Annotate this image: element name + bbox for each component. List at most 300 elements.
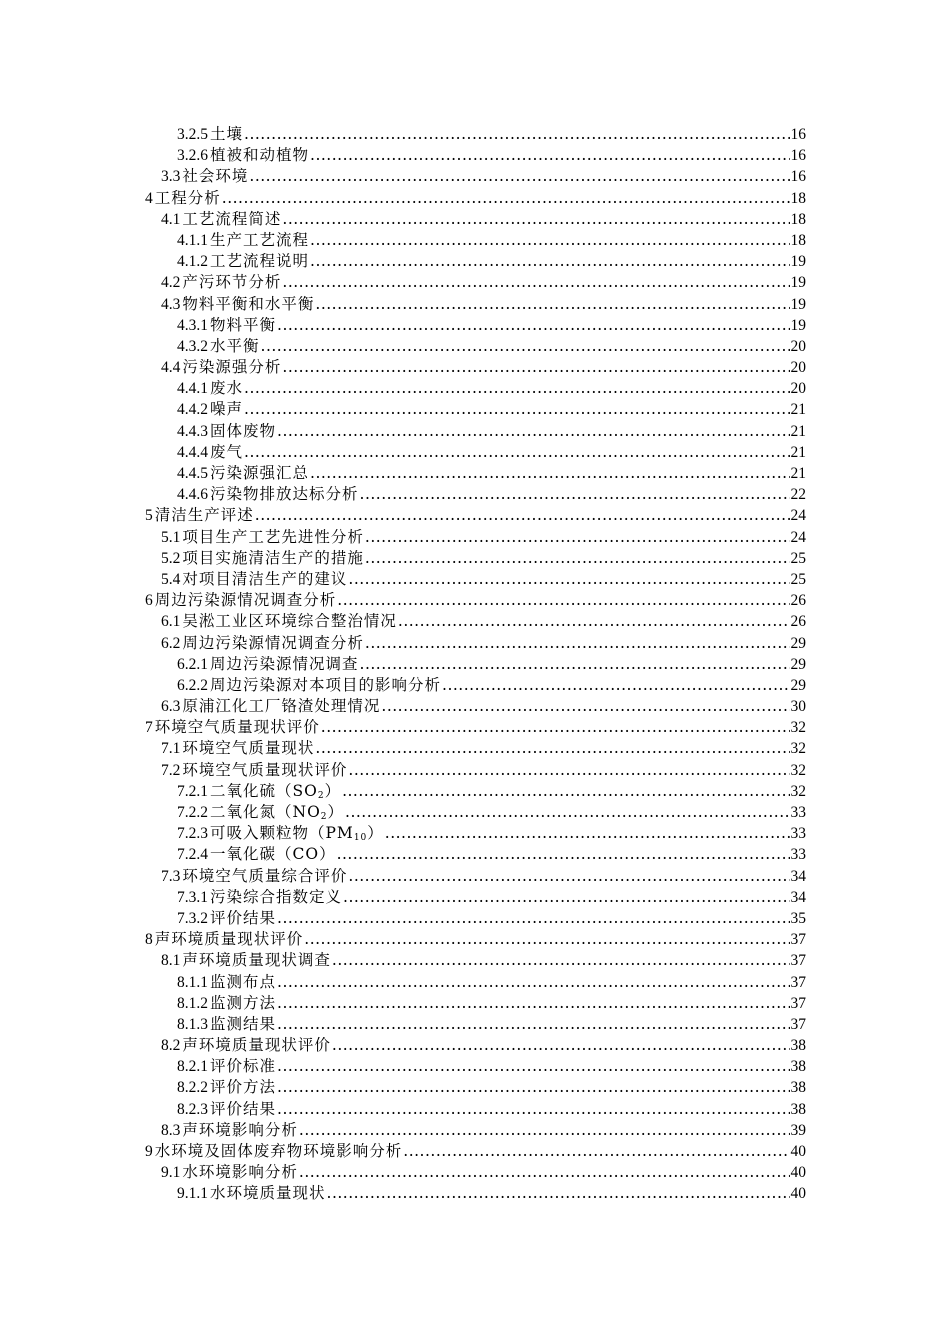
toc-entry-line xyxy=(161,950,806,971)
toc-entry-line xyxy=(161,548,806,569)
toc-entry[interactable] xyxy=(0,844,950,865)
toc-entry-number: 8 xyxy=(145,931,153,949)
toc-leader-dots xyxy=(310,251,789,272)
toc-entry-title-text: 噪声 xyxy=(210,400,244,419)
toc-entry-line xyxy=(177,1056,806,1077)
toc-entry-title-text: 水环境质量现状 xyxy=(210,1184,326,1203)
toc-leader-dots xyxy=(345,802,789,823)
toc-entry-line xyxy=(177,993,806,1014)
toc-entry-page-number: 34 xyxy=(790,888,806,906)
toc-entry-title-text: 项目生产工艺先进性分析 xyxy=(182,527,364,546)
toc-entry[interactable] xyxy=(0,654,950,675)
toc-entry-title xyxy=(155,1141,403,1162)
toc-entry-line xyxy=(145,505,806,526)
toc-entry-title xyxy=(182,633,364,654)
toc-entry-title-text: 吴淞工业区环境综合整治情况 xyxy=(182,612,397,631)
toc-entry-page-number: 37 xyxy=(790,952,806,970)
toc-entry-title-text: 工艺流程说明 xyxy=(210,252,310,271)
toc-entry-page-number: 38 xyxy=(790,1100,806,1118)
toc-entry-title xyxy=(182,294,314,315)
toc-entry-title-text: 水平衡 xyxy=(210,336,260,355)
toc-entry[interactable] xyxy=(0,209,950,230)
toc-leader-dots xyxy=(348,569,789,590)
toc-leader-dots xyxy=(360,484,790,505)
toc-entry[interactable] xyxy=(0,802,950,823)
toc-entry[interactable] xyxy=(0,1014,950,1035)
toc-entry[interactable] xyxy=(0,1056,950,1077)
toc-entry-page-number: 29 xyxy=(790,676,806,694)
toc-entry-page-number: 20 xyxy=(790,337,806,355)
toc-entry-page-number: 37 xyxy=(790,1015,806,1033)
toc-leader-dots xyxy=(282,272,789,293)
toc-entry-page-number: 24 xyxy=(790,507,806,525)
toc-entry-title-text: 废气 xyxy=(210,442,244,461)
toc-entry-title-text: 工艺流程简述 xyxy=(182,209,282,228)
toc-entry-title xyxy=(182,738,314,759)
toc-entry[interactable] xyxy=(0,675,950,696)
toc-entry-title xyxy=(182,760,347,781)
toc-entry[interactable] xyxy=(0,1077,950,1098)
toc-entry-line xyxy=(145,929,806,950)
toc-leader-dots xyxy=(304,929,789,950)
toc-entry-line xyxy=(177,1014,806,1035)
toc-entry-number: 6.3 xyxy=(161,698,181,716)
toc-leader-dots xyxy=(381,696,789,717)
toc-entry-line xyxy=(177,463,806,484)
toc-entry-line xyxy=(177,675,806,696)
toc-entry[interactable] xyxy=(0,950,950,971)
toc-entry[interactable] xyxy=(0,633,950,654)
toc-entry[interactable] xyxy=(0,590,950,611)
toc-entry-title xyxy=(155,188,221,209)
toc-entry-title-text: 一氧化碳（CO） xyxy=(210,845,336,864)
toc-entry[interactable] xyxy=(0,1162,950,1183)
toc-entry-line xyxy=(161,760,806,781)
toc-leader-dots xyxy=(348,760,789,781)
toc-leader-dots xyxy=(365,548,790,569)
toc-leader-dots xyxy=(310,230,789,251)
toc-entry-title-text: 产污环节分析 xyxy=(182,273,282,292)
toc-entry-title xyxy=(210,1099,276,1120)
toc-entry-page-number: 37 xyxy=(790,931,806,949)
toc-entry-number: 7.2.4 xyxy=(177,846,208,864)
toc-entry-page-number: 40 xyxy=(790,1185,806,1203)
toc-entry-page-number: 38 xyxy=(790,1079,806,1097)
toc-entry[interactable] xyxy=(0,1035,950,1056)
toc-entry-title-text: 二氧化硫（SO xyxy=(210,781,318,800)
toc-entry[interactable] xyxy=(0,166,950,187)
toc-entry-page-number: 38 xyxy=(790,1058,806,1076)
toc-entry-title xyxy=(210,378,243,399)
toc-entry-number: 8.1 xyxy=(161,952,181,970)
toc-entry[interactable] xyxy=(0,696,950,717)
toc-entry[interactable] xyxy=(0,1099,950,1120)
toc-entry-title xyxy=(210,781,341,802)
toc-leader-dots xyxy=(315,738,789,759)
toc-entry-number: 8.1.3 xyxy=(177,1015,208,1033)
toc-entry-title-tail: ） xyxy=(327,803,345,821)
toc-entry-page-number: 18 xyxy=(790,231,806,249)
toc-entry[interactable] xyxy=(0,717,950,738)
toc-entry-line xyxy=(177,887,806,908)
toc-entry-page-number: 37 xyxy=(790,973,806,991)
toc-entry-title xyxy=(210,1183,326,1204)
toc-entry-title-text: 工程分析 xyxy=(154,188,221,207)
toc-entry-page-number: 40 xyxy=(790,1164,806,1182)
toc-entry-title-text: 评价方法 xyxy=(210,1078,277,1097)
toc-entry[interactable] xyxy=(0,272,950,293)
toc-entry-title-text: 环境空气质量现状 xyxy=(182,739,315,758)
toc-leader-dots xyxy=(348,866,789,887)
toc-entry-number: 6.2.1 xyxy=(177,655,208,673)
toc-entry-title xyxy=(182,1120,298,1141)
toc-entry-number: 4 xyxy=(145,189,153,207)
toc-entry[interactable] xyxy=(0,357,950,378)
toc-entry-number: 8.3 xyxy=(161,1121,181,1139)
toc-entry-page-number: 33 xyxy=(790,846,806,864)
toc-entry-page-number: 29 xyxy=(790,634,806,652)
toc-entry-title xyxy=(210,675,441,696)
toc-entry-number: 4.1.1 xyxy=(177,231,208,249)
toc-leader-dots xyxy=(277,315,789,336)
toc-entry-title xyxy=(155,929,304,950)
toc-leader-dots xyxy=(277,1056,789,1077)
toc-entry-title-text: 污染综合指数定义 xyxy=(210,887,343,906)
toc-entry[interactable] xyxy=(0,823,950,844)
toc-entry-line xyxy=(177,145,806,166)
toc-entry-title xyxy=(182,611,397,632)
toc-entry-title-text: 评价结果 xyxy=(210,908,277,927)
table-of-contents xyxy=(0,124,950,1205)
toc-leader-dots xyxy=(244,378,789,399)
toc-entry[interactable] xyxy=(0,781,950,802)
toc-entry-number: 7.2.3 xyxy=(177,825,208,843)
toc-entry[interactable] xyxy=(0,569,950,590)
toc-entry-title-text: 植被和动植物 xyxy=(210,146,310,165)
toc-entry-page-number: 21 xyxy=(790,443,806,461)
toc-entry-line xyxy=(177,972,806,993)
toc-entry-title xyxy=(210,315,276,336)
toc-entry-title-tail: ） xyxy=(367,824,384,843)
toc-entry[interactable] xyxy=(0,611,950,632)
toc-entry-title xyxy=(210,1056,276,1077)
toc-leader-dots xyxy=(327,1183,790,1204)
toc-entry[interactable] xyxy=(0,972,950,993)
toc-leader-dots xyxy=(244,442,789,463)
toc-leader-dots xyxy=(310,463,789,484)
toc-entry-title-text: 清洁生产评述 xyxy=(154,506,254,525)
toc-entry-title-text: 对项目清洁生产的建议 xyxy=(182,569,348,588)
toc-entry-page-number: 25 xyxy=(790,549,806,567)
toc-entry-title-text: 废水 xyxy=(210,379,244,398)
toc-entry-line xyxy=(177,336,806,357)
toc-leader-dots xyxy=(337,590,789,611)
toc-entry-line xyxy=(161,738,806,759)
toc-entry-title xyxy=(210,887,342,908)
toc-entry-number: 4.4.4 xyxy=(177,443,208,461)
toc-entry-title xyxy=(210,908,276,929)
toc-entry-title xyxy=(155,505,254,526)
toc-leader-dots xyxy=(365,633,790,654)
toc-entry-line xyxy=(177,1183,806,1204)
toc-entry-line xyxy=(177,908,806,929)
toc-entry[interactable] xyxy=(0,463,950,484)
toc-entry[interactable] xyxy=(0,124,950,145)
toc-leader-dots xyxy=(282,209,789,230)
toc-entry[interactable] xyxy=(0,421,950,442)
toc-entry-title-text: 物料平衡 xyxy=(210,315,277,334)
toc-entry-page-number: 33 xyxy=(790,804,806,821)
toc-leader-dots xyxy=(365,527,790,548)
toc-entry-number: 6.2.2 xyxy=(177,676,208,694)
toc-leader-dots xyxy=(385,823,790,844)
toc-leader-dots xyxy=(222,188,790,209)
toc-entry[interactable] xyxy=(0,399,950,420)
toc-entry-number: 7.3.1 xyxy=(177,888,208,906)
toc-entry-title xyxy=(182,950,331,971)
toc-entry-line xyxy=(161,1162,806,1183)
toc-entry-page-number: 33 xyxy=(790,825,806,843)
toc-entry[interactable] xyxy=(0,230,950,251)
toc-entry-title xyxy=(210,336,260,357)
toc-entry-page-number: 18 xyxy=(790,189,806,207)
toc-leader-dots xyxy=(337,844,790,865)
toc-entry-line xyxy=(177,1099,806,1120)
toc-entry-page-number: 20 xyxy=(790,380,806,398)
toc-entry[interactable] xyxy=(0,484,950,505)
toc-entry-line xyxy=(177,399,806,420)
toc-entry-title-text: 污染物排放达标分析 xyxy=(210,485,359,504)
toc-entry-title xyxy=(182,166,248,187)
toc-entry-number: 9.1 xyxy=(161,1164,181,1182)
toc-entry-number: 8.2.2 xyxy=(177,1079,208,1097)
toc-entry-title-text: 土壤 xyxy=(210,125,244,143)
toc-entry-number: 8.2 xyxy=(161,1037,181,1055)
toc-entry-line xyxy=(177,421,806,442)
toc-entry-title-text: 水环境及固体废弃物环境影响分析 xyxy=(154,1142,403,1160)
toc-entry-page-number: 40 xyxy=(790,1143,806,1160)
toc-entry-number: 4.3.1 xyxy=(177,316,208,334)
toc-entry-number: 8.1.1 xyxy=(177,973,208,991)
toc-entry-line xyxy=(161,696,806,717)
toc-leader-dots xyxy=(277,972,789,993)
toc-entry-title-text: 二氧化氮（NO xyxy=(210,803,321,821)
toc-entry-number: 5.1 xyxy=(161,528,181,546)
toc-entry-number: 3.2.5 xyxy=(177,126,208,143)
toc-leader-dots xyxy=(277,1014,789,1035)
toc-entry[interactable] xyxy=(0,738,950,759)
toc-entry-title-text: 周边污染源情况调查分析 xyxy=(154,591,337,610)
toc-entry-title-text: 项目实施清洁生产的措施 xyxy=(182,548,364,567)
toc-entry[interactable] xyxy=(0,929,950,950)
toc-entry-page-number: 35 xyxy=(790,909,806,927)
toc-entry-page-number: 32 xyxy=(790,719,806,737)
toc-entry-title xyxy=(155,590,337,611)
toc-entry-page-number: 21 xyxy=(790,401,806,419)
toc-entry-line xyxy=(177,251,806,272)
toc-entry[interactable] xyxy=(0,527,950,548)
toc-entry-title xyxy=(210,251,309,272)
toc-entry-page-number: 34 xyxy=(790,867,806,885)
toc-entry-page-number: 19 xyxy=(790,316,806,334)
toc-entry[interactable] xyxy=(0,1183,950,1204)
toc-entry[interactable] xyxy=(0,505,950,526)
toc-entry-number: 6 xyxy=(145,592,153,610)
toc-leader-dots xyxy=(261,336,790,357)
toc-entry-title-text: 环境空气质量现状评价 xyxy=(154,718,320,737)
toc-entry[interactable] xyxy=(0,1120,950,1141)
toc-entry-title xyxy=(210,1077,276,1098)
toc-entry-line xyxy=(177,442,806,463)
toc-entry-line xyxy=(161,866,806,887)
toc-entry-title-text: 周边污染源对本项目的影响分析 xyxy=(210,675,442,694)
toc-entry-number: 4.4.6 xyxy=(177,486,208,504)
toc-leader-dots xyxy=(332,950,790,971)
toc-entry-title-text: 声环境质量现状评价 xyxy=(154,930,304,949)
toc-leader-dots xyxy=(299,1162,790,1183)
toc-entry-title xyxy=(210,463,309,484)
toc-leader-dots xyxy=(299,1120,790,1141)
toc-entry-line xyxy=(177,654,806,675)
toc-entry-title xyxy=(182,357,281,378)
toc-leader-dots xyxy=(360,654,790,675)
toc-entry-title-text: 可吸入颗粒物（PM xyxy=(210,824,354,843)
toc-entry-title-text: 原浦江化工厂铬渣处理情况 xyxy=(182,697,381,716)
toc-leader-dots xyxy=(255,505,790,526)
toc-entry-title xyxy=(210,993,276,1014)
toc-entry-number: 6.1 xyxy=(161,613,181,631)
toc-leader-dots xyxy=(249,166,789,187)
toc-entry[interactable] xyxy=(0,908,950,929)
toc-entry-title-text: 污染源强分析 xyxy=(182,358,282,377)
toc-entry-title-text: 环境空气质量现状评价 xyxy=(182,760,348,779)
toc-entry-number: 8.2.3 xyxy=(177,1100,208,1118)
toc-entry-line xyxy=(161,357,806,378)
toc-entry-title-text: 社会环境 xyxy=(182,167,249,186)
toc-entry-title-subscript: 2 xyxy=(320,812,328,822)
toc-entry-number: 4.4.5 xyxy=(177,465,208,482)
toc-entry-line xyxy=(177,802,806,823)
toc-entry-title xyxy=(155,717,320,738)
toc-entry-page-number: 21 xyxy=(790,422,806,440)
toc-entry-number: 9 xyxy=(145,1143,153,1160)
toc-entry-line xyxy=(161,527,806,548)
toc-entry-line xyxy=(145,717,806,738)
toc-entry-line xyxy=(161,294,806,315)
toc-leader-dots xyxy=(244,124,789,145)
toc-entry-title-text: 声环境影响分析 xyxy=(182,1120,298,1139)
toc-entry-title xyxy=(210,145,309,166)
toc-entry-number: 3.3 xyxy=(161,168,181,186)
toc-entry-title xyxy=(210,823,384,844)
toc-leader-dots xyxy=(277,1099,789,1120)
toc-entry-page-number: 29 xyxy=(790,655,806,673)
toc-entry-title-text: 周边污染源情况调查 xyxy=(210,654,359,673)
toc-entry-page-number: 24 xyxy=(790,528,806,546)
toc-entry-title-text: 监测方法 xyxy=(210,993,277,1012)
toc-entry-number: 7.2.2 xyxy=(177,804,208,821)
toc-entry-title xyxy=(182,1162,298,1183)
toc-entry-line xyxy=(161,166,806,187)
toc-entry-line xyxy=(161,633,806,654)
toc-entry-title xyxy=(182,866,347,887)
toc-entry[interactable] xyxy=(0,760,950,781)
toc-entry[interactable] xyxy=(0,442,950,463)
toc-entry-number: 5 xyxy=(145,507,153,525)
toc-entry-title xyxy=(182,272,281,293)
toc-entry-line xyxy=(177,230,806,251)
toc-entry-title xyxy=(210,844,336,865)
toc-entry-number: 4.4.3 xyxy=(177,422,208,440)
toc-entry-line xyxy=(161,209,806,230)
toc-entry-page-number: 22 xyxy=(790,486,806,504)
toc-entry[interactable] xyxy=(0,548,950,569)
toc-entry[interactable] xyxy=(0,1141,950,1162)
toc-entry-page-number: 19 xyxy=(790,295,806,313)
toc-entry-title xyxy=(210,442,243,463)
toc-entry[interactable] xyxy=(0,378,950,399)
toc-entry[interactable] xyxy=(0,251,950,272)
toc-entry-title xyxy=(182,696,380,717)
toc-leader-dots xyxy=(315,294,789,315)
toc-entry-title xyxy=(182,548,364,569)
toc-entry[interactable] xyxy=(0,315,950,336)
toc-entry[interactable] xyxy=(0,887,950,908)
toc-entry[interactable] xyxy=(0,294,950,315)
toc-entry-title-text: 污染源强汇总 xyxy=(210,464,310,482)
toc-entry-number: 4.4 xyxy=(161,359,181,377)
toc-entry[interactable] xyxy=(0,145,950,166)
toc-entry-number: 4.4.1 xyxy=(177,380,208,398)
toc-entry-number: 7.3.2 xyxy=(177,909,208,927)
toc-entry[interactable] xyxy=(0,993,950,1014)
toc-entry-line xyxy=(177,781,806,802)
toc-leader-dots xyxy=(244,399,789,420)
toc-entry-line xyxy=(177,315,806,336)
toc-entry-title-text: 固体废物 xyxy=(210,421,277,440)
toc-leader-dots xyxy=(343,887,789,908)
toc-entry-line xyxy=(161,1120,806,1141)
toc-entry-page-number: 20 xyxy=(790,359,806,377)
toc-leader-dots xyxy=(403,1141,789,1162)
toc-entry[interactable] xyxy=(0,336,950,357)
toc-entry-title xyxy=(210,124,243,145)
toc-entry[interactable] xyxy=(0,188,950,209)
toc-entry-line xyxy=(177,1077,806,1098)
toc-entry-page-number: 16 xyxy=(790,147,806,165)
toc-entry-number: 4.4.2 xyxy=(177,401,208,419)
toc-entry-number: 4.3 xyxy=(161,295,181,313)
toc-entry-page-number: 18 xyxy=(790,210,806,228)
toc-leader-dots xyxy=(310,145,789,166)
toc-entry-title xyxy=(210,399,243,420)
toc-entry-title xyxy=(210,972,276,993)
toc-leader-dots xyxy=(332,1035,790,1056)
toc-entry-line xyxy=(161,611,806,632)
toc-leader-dots xyxy=(277,993,789,1014)
toc-entry-page-number: 19 xyxy=(790,253,806,271)
toc-entry-line xyxy=(145,590,806,611)
toc-entry-title-text: 评价结果 xyxy=(210,1099,277,1118)
toc-entry-title-text: 评价标准 xyxy=(210,1057,277,1076)
toc-entry-page-number: 37 xyxy=(790,994,806,1012)
toc-entry[interactable] xyxy=(0,866,950,887)
toc-entry-number: 4.1 xyxy=(161,210,181,228)
toc-entry-title xyxy=(210,802,344,823)
toc-entry-title-text: 声环境质量现状调查 xyxy=(182,951,331,970)
toc-entry-line xyxy=(145,1141,806,1162)
toc-entry-line xyxy=(161,272,806,293)
